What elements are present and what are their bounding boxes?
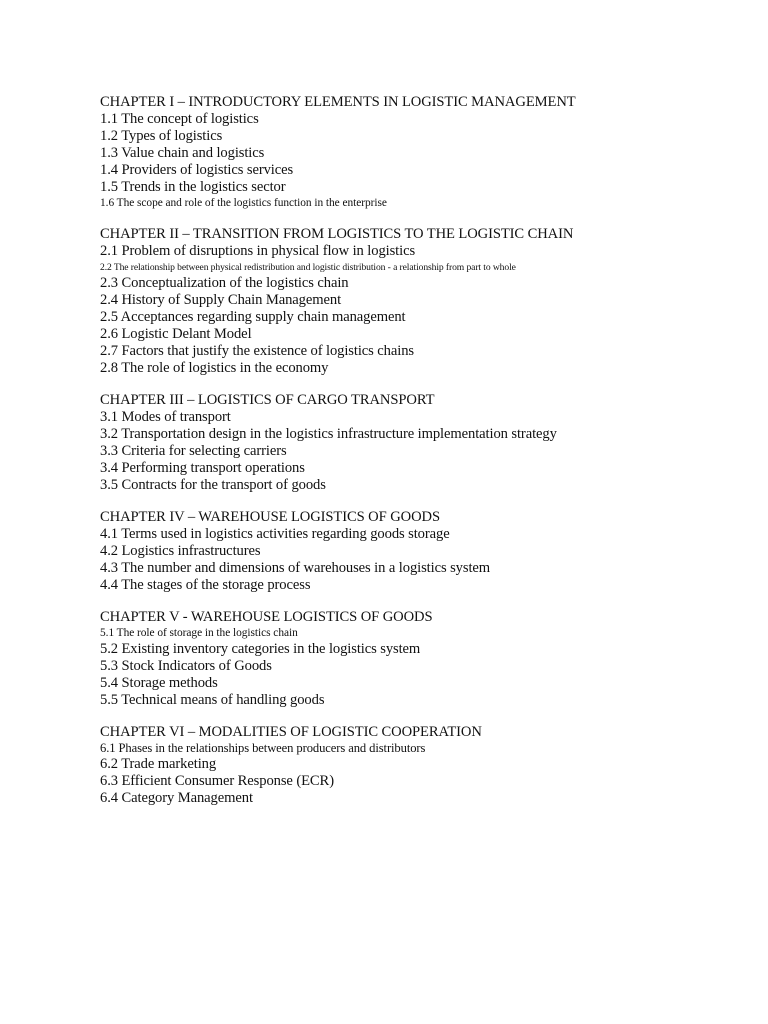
section-item: 5.5 Technical means of handling goods [100,692,325,708]
section-item: 2.8 The role of logistics in the economy [100,360,329,376]
section-item: 2.4 History of Supply Chain Management [100,292,342,308]
section-item: 2.5 Acceptances regarding supply chain management [100,309,406,325]
section-item: 5.4 Storage methods [100,675,218,691]
chapter-5 [100,609,740,709]
section-item: 1.6 The scope and role of the logistics function in the enterprise [100,197,387,209]
section-item: 6.4 Category Management [100,790,253,806]
chapter-title: CHAPTER V - WAREHOUSE LOGISTICS OF GOODS [100,609,433,625]
section-item: 4.2 Logistics infrastructures [100,543,261,559]
section-item: 5.1 The role of storage in the logistics chain [100,627,298,639]
chapter-2 [100,226,740,377]
section-item: 1.2 Types of logistics [100,128,223,144]
chapter-1 [100,94,740,211]
section-item: 3.2 Transportation design in the logistics infrastructure implementation strategy [100,426,557,442]
section-item: 4.3 The number and dimensions of warehouses in a logistics system [100,560,491,576]
chapter-title: CHAPTER IV – WAREHOUSE LOGISTICS OF GOODS [100,509,440,525]
section-item: 1.1 The concept of logistics [100,111,259,127]
section-item: 6.1 Phases in the relationships between producers and distributors [100,741,426,755]
section-item: 6.3 Efficient Consumer Response (ECR) [100,773,334,789]
section-item: 3.5 Contracts for the transport of goods [100,477,326,493]
chapter-title: CHAPTER VI – MODALITIES OF LOGISTIC COOPERATION [100,724,482,740]
section-item: 2.3 Conceptualization of the logistics chain [100,275,349,291]
section-item: 5.3 Stock Indicators of Goods [100,658,272,674]
section-item: 3.4 Performing transport operations [100,460,305,476]
section-item: 2.2 The relationship between physical redistribution and logistic distribution - a relationship from part to whole [100,262,516,273]
section-item: 4.4 The stages of the storage process [100,577,311,593]
section-item: 2.7 Factors that justify the existence of logistics chains [100,343,414,359]
section-item: 1.5 Trends in the logistics sector [100,179,286,195]
section-item: 2.6 Logistic Delant Model [100,326,252,342]
section-item: 6.2 Trade marketing [100,756,217,772]
section-item: 1.4 Providers of logistics services [100,162,294,178]
section-item: 2.1 Problem of disruptions in physical flow in logistics [100,243,416,259]
section-item: 4.1 Terms used in logistics activities regarding goods storage [100,526,450,542]
section-item: 1.3 Value chain and logistics [100,145,265,161]
chapter-4 [100,509,740,594]
chapter-title: CHAPTER I – INTRODUCTORY ELEMENTS IN LOGISTIC MANAGEMENT [100,94,576,110]
chapter-title: CHAPTER III – LOGISTICS OF CARGO TRANSPORT [100,392,435,408]
section-item: 5.2 Existing inventory categories in the logistics system [100,641,421,657]
section-item: 3.3 Criteria for selecting carriers [100,443,287,459]
chapter-title: CHAPTER II – TRANSITION FROM LOGISTICS TO THE LOGISTIC CHAIN [100,226,574,242]
chapter-3 [100,392,740,494]
section-item: 3.1 Modes of transport [100,409,231,425]
table-of-contents [100,94,740,822]
chapter-6 [100,724,740,807]
